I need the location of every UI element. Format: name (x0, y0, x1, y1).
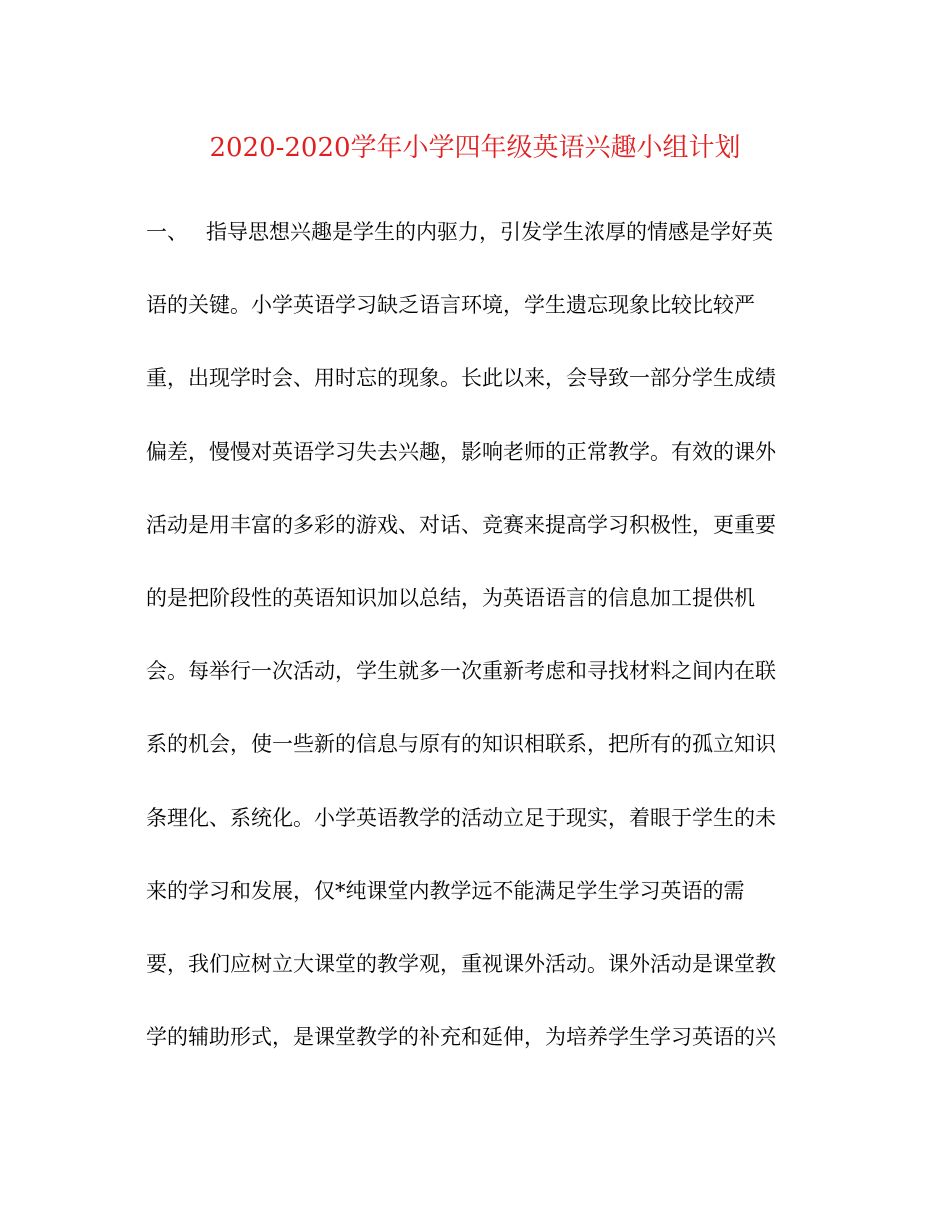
paragraph-line: 活动是用丰富的多彩的游戏、对话、竞赛来提高学习积极性，更重要 (146, 512, 776, 537)
paragraph-line: 要，我们应树立大课堂的教学观，重视课外活动。课外活动是课堂教 (146, 951, 776, 976)
paragraph-first-line-text: 指导思想兴趣是学生的内驱力，引发学生浓厚的情感是学好英 (206, 220, 773, 244)
paragraph-line: 来的学习和发展，仅*纯课堂内教学远不能满足学生学习英语的需 (146, 878, 745, 903)
paragraph-line: 偏差，慢慢对英语学习失去兴趣，影响老师的正常教学。有效的课外 (146, 439, 776, 464)
paragraph-line: 的是把阶段性的英语知识加以总结，为英语语言的信息加工提供机 (146, 585, 755, 610)
document-title: 2020-2020学年小学四年级英语兴趣小组计划 (209, 133, 741, 163)
paragraph-line: 条理化、系统化。小学英语教学的活动立足于现实，着眼于学生的未 (146, 805, 776, 830)
document-body (146, 214, 806, 1092)
paragraph-line: 语的关键。小学英语学习缺乏语言环境，学生遗忘现象比较比较严 (146, 293, 755, 318)
paragraph-first-line (146, 214, 806, 287)
paragraph-line: 会。每举行一次活动，学生就多一次重新考虑和寻找材料之间内在联 (146, 659, 776, 684)
paragraph-line: 学的辅助形式，是课堂教学的补充和延伸，为培养学生学习英语的兴 (146, 1025, 776, 1050)
paragraph-line: 系的机会，使一些新的信息与原有的知识相联系，把所有的孤立知识 (146, 732, 776, 757)
paragraph-line: 重，出现学时会、用时忘的现象。长此以来，会导致一部分学生成绩 (146, 366, 776, 391)
section-marker: 一、 (146, 220, 188, 244)
